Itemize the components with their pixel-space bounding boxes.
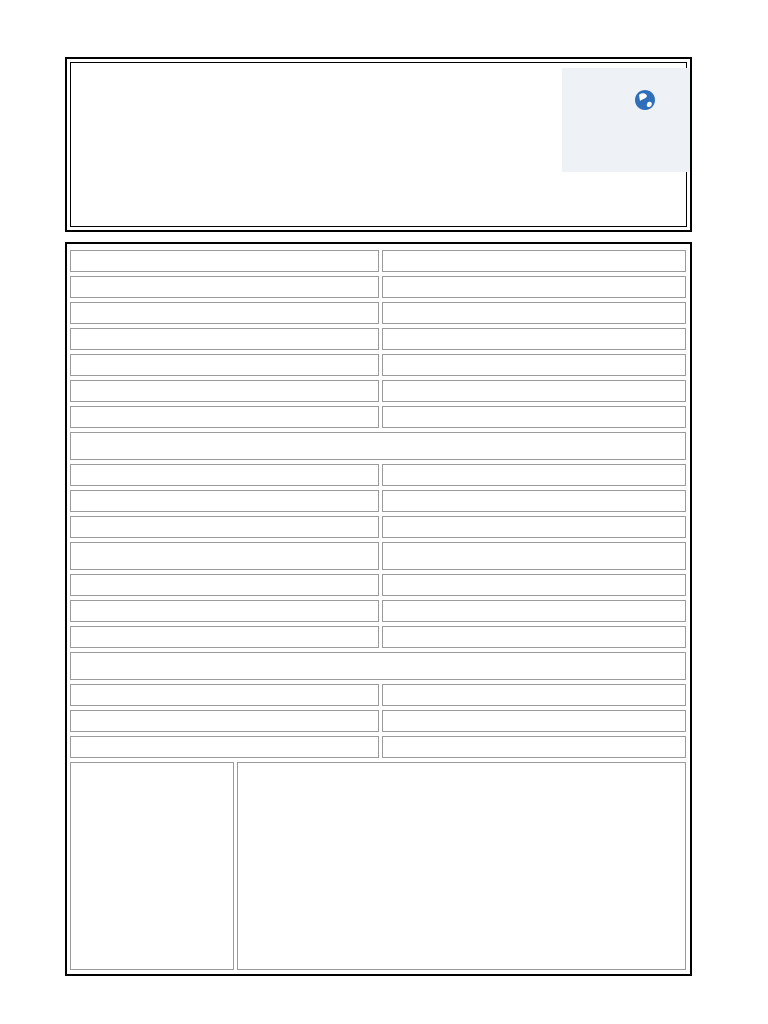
field-value	[382, 542, 686, 570]
row-valid-until	[70, 276, 686, 298]
row-document-type	[70, 684, 686, 706]
field-value	[382, 574, 686, 596]
field-value	[382, 380, 686, 402]
field-label	[70, 626, 379, 648]
field-label	[70, 276, 379, 298]
field-value	[382, 516, 686, 538]
field-label	[70, 516, 379, 538]
row-other-names	[70, 490, 686, 512]
row-citizenship	[70, 516, 686, 538]
field-value	[382, 710, 686, 732]
row-issuing-authority	[70, 406, 686, 428]
row-visa-type	[70, 302, 686, 324]
field-label	[70, 684, 379, 706]
flower-globe-icon	[562, 68, 690, 172]
row-place-of-birth	[70, 600, 686, 622]
field-label	[70, 354, 379, 376]
field-value	[382, 302, 686, 324]
field-label	[70, 464, 379, 486]
field-label	[70, 542, 379, 570]
row-entries	[70, 328, 686, 350]
coat-of-arms-icon	[78, 75, 158, 159]
field-value	[382, 250, 686, 272]
row-notes	[70, 762, 686, 970]
field-value	[382, 328, 686, 350]
field-value	[382, 736, 686, 758]
row-stateless-residence	[70, 542, 686, 570]
field-label	[70, 250, 379, 272]
field-label	[70, 710, 379, 732]
globe-circle	[635, 90, 655, 110]
row-expiration-date	[70, 736, 686, 758]
field-label	[70, 736, 379, 758]
field-value	[382, 600, 686, 622]
field-value	[382, 684, 686, 706]
field-label	[70, 328, 379, 350]
section-title-travel-document	[70, 652, 686, 680]
field-value	[382, 406, 686, 428]
field-value	[382, 464, 686, 486]
field-label	[70, 406, 379, 428]
notes-text	[237, 762, 686, 970]
field-value	[382, 276, 686, 298]
field-label	[70, 490, 379, 512]
field-label	[70, 380, 379, 402]
field-value	[382, 354, 686, 376]
row-purpose	[70, 354, 686, 376]
section-title-personal	[70, 432, 686, 460]
asan-viza-logo	[562, 68, 690, 172]
row-duration	[70, 380, 686, 402]
row-document-number	[70, 710, 686, 732]
field-value	[382, 626, 686, 648]
row-valid-from	[70, 250, 686, 272]
field-label	[70, 600, 379, 622]
visa-details	[65, 242, 692, 976]
notes-label	[70, 762, 234, 970]
row-date-of-birth	[70, 574, 686, 596]
row-surname	[70, 464, 686, 486]
field-label	[70, 302, 379, 324]
barcode	[172, 142, 310, 215]
field-value	[382, 490, 686, 512]
field-label	[70, 574, 379, 596]
row-sex	[70, 626, 686, 648]
visa-header	[65, 57, 692, 232]
